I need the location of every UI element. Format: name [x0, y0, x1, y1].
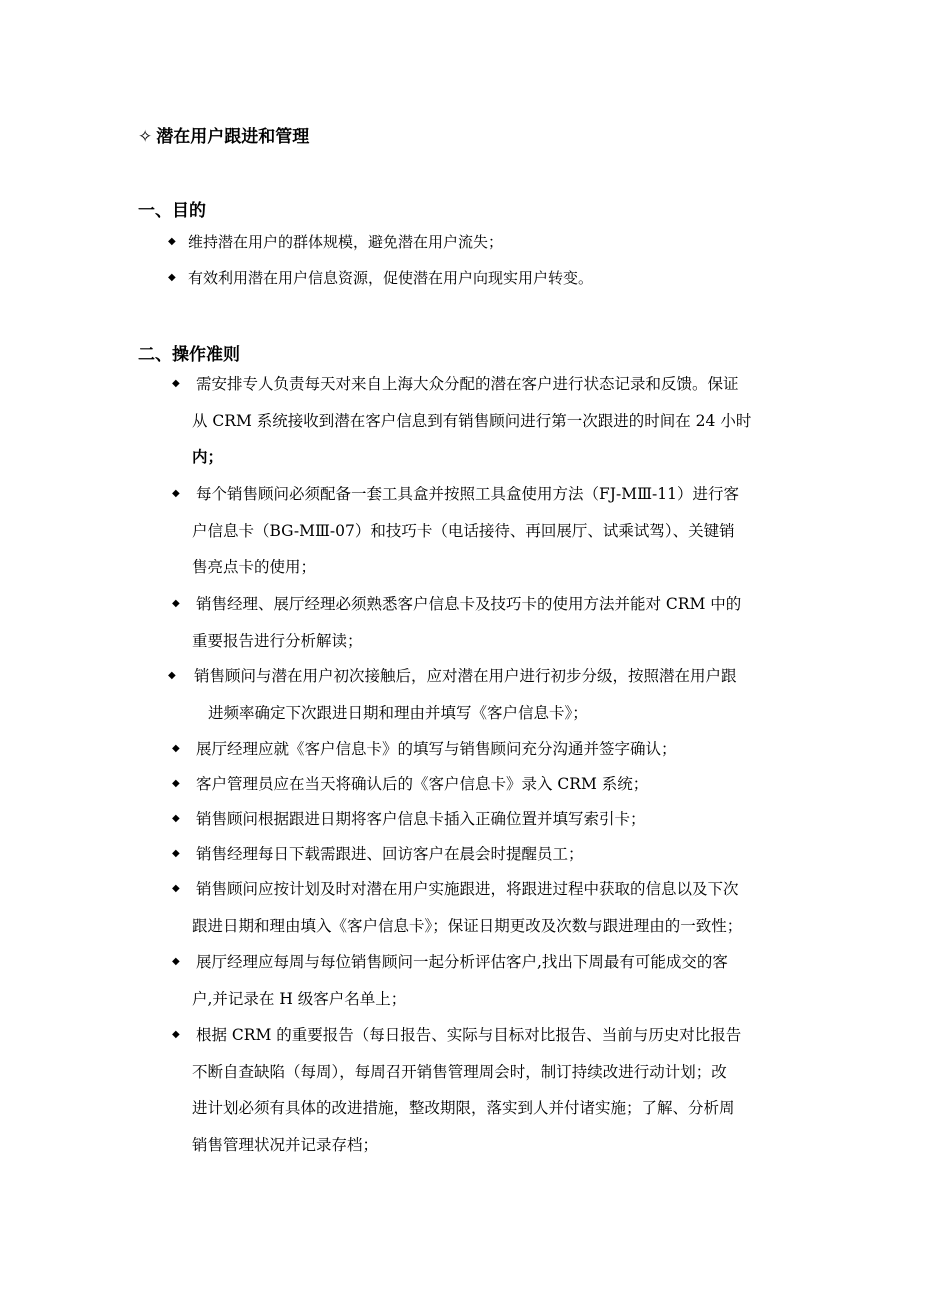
purpose-item-text: 有效利用潜在用户信息资源，促使潜在用户向现实用户转变。 [188, 269, 594, 287]
rule-line: 售亮点卡的使用； [192, 558, 317, 576]
bullet-icon: ◆ [172, 598, 180, 609]
rule-line: 进计划必须有具体的改进措施，整改期限，落实到人并付诸实施；了解、分析周 [192, 1099, 735, 1117]
rule-line: 重要报告进行分析解读； [192, 631, 363, 650]
rule-line: 进频率确定下次跟进日期和理由并填写《客户信息卡》； [208, 703, 588, 722]
rule-line: 销售经理每日下载需跟进、回访客户在晨会时提醒员工； [196, 845, 584, 863]
rule-line: 销售经理、展厅经理必须熟悉客户信息卡及技巧卡的使用方法并能对 CRM 中的 [196, 595, 742, 613]
rule-line: 内； [192, 447, 224, 466]
purpose-item-text: 维持潜在用户的群体规模，避免潜在用户流失； [188, 233, 504, 251]
bullet-icon: ◆ [172, 778, 180, 789]
rule-line: 销售顾问与潜在用户初次接触后，应对潜在用户进行初步分级，按照潜在用户跟 [194, 667, 737, 685]
rule-line: 户,并记录在 H 级客户名单上； [192, 989, 407, 1008]
bullet-icon: ◆ [172, 743, 180, 754]
rule-line: 销售管理状况并记录存档； [192, 1135, 379, 1154]
bullet-icon: ◆ [172, 956, 180, 967]
bullet-icon: ◆ [172, 813, 180, 824]
rule-line: 跟进日期和理由填入《客户信息卡》；保证日期更改及次数与跟进理由的一致性； [192, 916, 743, 935]
rule-line: 每个销售顾问必须配备一套工具盒并按照工具盒使用方法（FJ-MⅢ-11）进行客 [196, 485, 739, 503]
section-heading-purpose: 一、目的 [138, 201, 206, 221]
bullet-icon: ◆ [168, 272, 176, 283]
title-text: 潜在用户跟进和管理 [156, 127, 310, 147]
purpose-item [168, 260, 768, 296]
rule-line: 从 CRM 系统接收到潜在客户信息到有销售顾问进行第一次跟进的时间在 24 小时 [192, 411, 752, 430]
bullet-icon: ◆ [172, 848, 180, 859]
rule-line: 展厅经理应就《客户信息卡》的填写与销售顾问充分沟通并签字确认； [196, 740, 677, 758]
rule-line: 根据 CRM 的重要报告（每日报告、实际与目标对比报告、当前与历史对比报告 [196, 1026, 742, 1044]
rule-line: 销售顾问应按计划及时对潜在用户实施跟进，将跟进过程中获取的信息以及下次 [196, 880, 739, 898]
bullet-icon: ◆ [172, 1029, 180, 1040]
bullet-icon: ◆ [172, 378, 180, 389]
section-heading-rules: 二、操作准则 [138, 345, 240, 365]
rule-line: 客户管理员应在当天将确认后的《客户信息卡》录入 CRM 系统； [196, 775, 649, 793]
rule-line: 销售顾问根据跟进日期将客户信息卡插入正确位置并填写索引卡； [196, 810, 646, 828]
bullet-icon: ◆ [168, 670, 176, 681]
bullet-icon: ◆ [172, 883, 180, 894]
bullet-icon: ◆ [168, 236, 176, 247]
rule-line: 不断自查缺陷（每周），每周召开销售管理周会时，制订持续改进行动计划；改 [192, 1062, 727, 1081]
rule-line: 户信息卡（BG-MⅢ-07）和技巧卡（电话接待、再回展厅、试乘试驾）、关键销 [192, 521, 735, 540]
document-title [138, 122, 309, 147]
purpose-item [168, 224, 768, 260]
bullet-icon: ◆ [172, 488, 180, 499]
rule-line: 需安排专人负责每天对来自上海大众分配的潜在客户进行状态记录和反馈。保证 [196, 375, 739, 393]
rule-line: 展厅经理应每周与每位销售顾问一起分析评估客户,找出下周最有可能成交的客 [196, 953, 728, 971]
sparkle-icon: ✧ [138, 127, 153, 147]
